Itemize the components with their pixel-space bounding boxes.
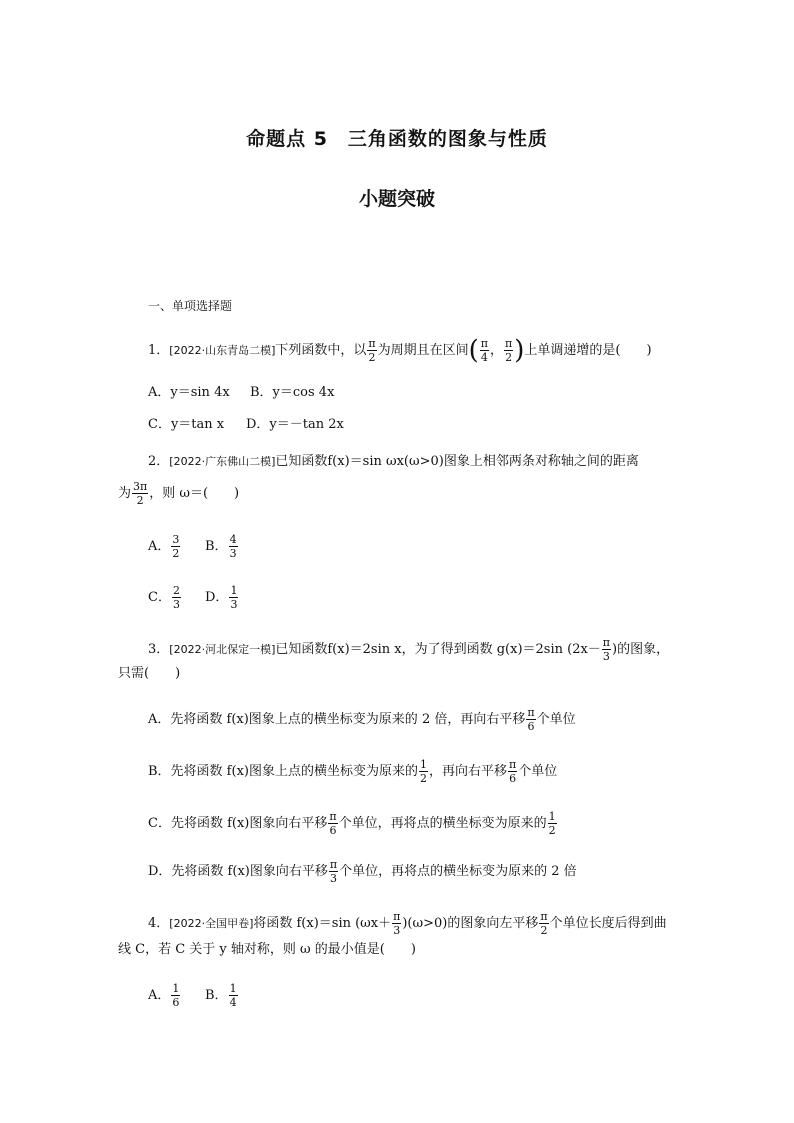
option-d: D．先将函数 f(x)图象向右平移 $\frac{\pi}{3}$ 个单位，再将点的横坐标变为原来的 2 倍 <box>148 858 577 885</box>
question-source: [2022·广东佛山二模] <box>169 455 276 468</box>
page-subtitle: 小题突破 <box>358 188 435 210</box>
question-3: 3．[2022·河北保定一模]已知函数f(x)＝2sin x，为了得到函数 g(x)＝2sin (2x－ $\frac{\pi}{3}$ )的图象， <box>148 636 670 663</box>
option-b: B． $\frac{1}{4}$ <box>205 982 237 1009</box>
fraction: $\frac{3\pi}{2}$ <box>133 480 148 507</box>
question-source: [2022·全国甲卷] <box>169 917 254 930</box>
question-2 <box>148 452 639 472</box>
option-c: C． $\frac{2}{3}$ <box>148 584 180 611</box>
option-d: D． $\frac{1}{3}$ <box>205 584 238 611</box>
option-c: C．y＝tan x <box>148 417 225 432</box>
question-text: 下列函数中，以 <box>275 343 367 358</box>
option-a: A．先将函数 f(x)图象上点的横坐标变为原来的 2 倍，再向右平移 $\frac{\pi}{6}$ 个单位 <box>148 706 576 733</box>
fraction: $\frac{\pi}{2}$ <box>368 337 376 364</box>
option-b: B． $\frac{4}{3}$ <box>205 533 237 560</box>
question-number: 2． <box>148 454 170 469</box>
question-3-cont: 只需( ) <box>118 666 181 681</box>
option-b: B．先将函数 f(x)图象上点的横坐标变为原来的 $\frac{1}{2}$ ，再向右平移 $\frac{\pi}{6}$ 个单位 <box>148 758 558 785</box>
question-number: 1． <box>148 343 170 358</box>
fraction: $\frac{\pi}{2}$ <box>540 910 548 937</box>
question-1: 1．[2022·山东青岛二模]下列函数中，以 $\frac{\pi}{2}$ 为周期且在区间( $\frac{\pi}{4}$ ， $\frac{\pi}{2}$ )上单调递增的是( ) <box>148 335 652 366</box>
question-4-cont: 线 C，若 C 关于 y 轴对称，则 ω 的最小值是( ) <box>118 942 416 957</box>
option-c: C．先将函数 f(x)图象向右平移 $\frac{\pi}{6}$ 个单位，再将点的横坐标变为原来的 $\frac{1}{2}$ <box>148 810 556 837</box>
question-text: 上单调递增的是( ) <box>524 343 652 358</box>
section-title: 一、单项选择题 <box>148 299 233 313</box>
option-a: A． $\frac{3}{2}$ <box>148 533 180 560</box>
question-text: 已知函数f(x)＝sin ωx(ω>0)图象上相邻两条对称轴之间的距离 <box>275 454 639 469</box>
question-source: [2022·山东青岛二模] <box>169 344 276 357</box>
fraction: $\frac{\pi}{2}$ <box>505 337 513 364</box>
fraction: $\frac{\pi}{3}$ <box>602 636 611 663</box>
option-a: A． $\frac{1}{6}$ <box>148 982 180 1009</box>
question-number: 3． <box>148 642 170 657</box>
question-number: 4． <box>148 916 170 931</box>
fraction: $\frac{\pi}{3}$ <box>393 910 401 937</box>
question-source: [2022·河北保定一模] <box>169 643 276 656</box>
question-2-cont: 为 $\frac{3\pi}{2}$ ，则 ω＝( ) <box>118 480 240 507</box>
question-4: 4．[2022·全国甲卷]将函数 f(x)＝sin (ωx＋ $\frac{\pi}{3}$ )(ω>0)的图象向左平移 $\frac{\pi}{2}$ 个单位长度后得到曲 <box>148 910 667 937</box>
option-d: D．y＝－tan 2x <box>246 417 344 432</box>
page-title: 命题点 5 三角函数的图象与性质 <box>246 128 548 150</box>
option-a: A．y＝sin 4x <box>148 385 230 400</box>
option-b: B．y＝cos 4x <box>250 385 335 400</box>
fraction: $\frac{\pi}{4}$ <box>480 337 489 364</box>
question-text: 为周期且在区间 <box>377 343 469 358</box>
